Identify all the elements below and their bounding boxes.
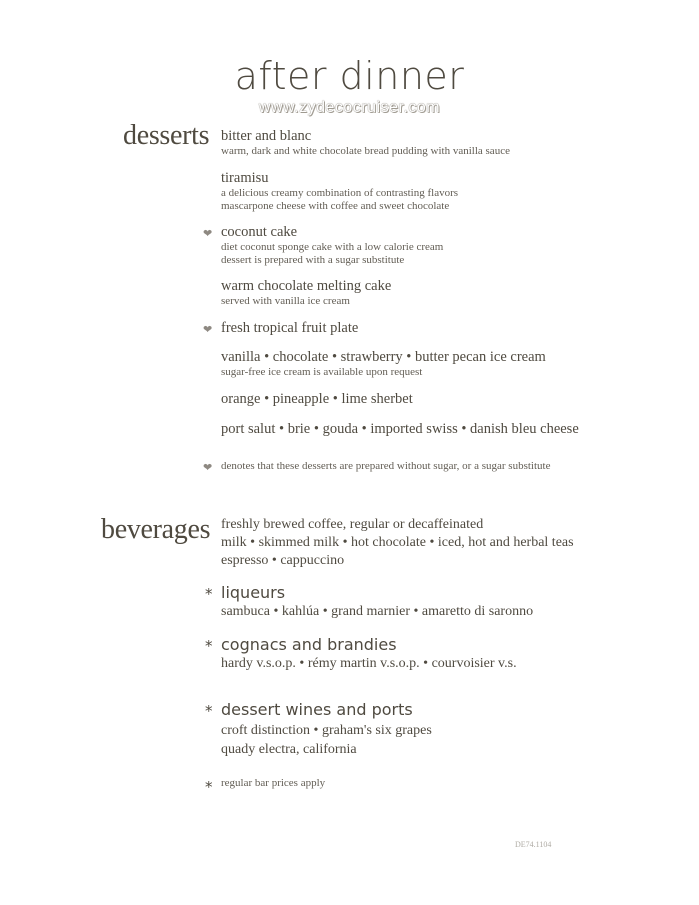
beverage-line: croft distinction • graham's six grapes <box>221 723 432 738</box>
cognacs-heading: cognacs and brandies <box>221 635 397 654</box>
dessert-desc: served with vanilla ice cream <box>221 295 350 307</box>
dessert-item <box>221 391 413 408</box>
wines-heading: dessert wines and ports <box>221 700 413 719</box>
liqueurs-heading: liqueurs <box>221 583 286 602</box>
liqueurs-group <box>221 583 533 620</box>
dessert-item <box>221 224 443 267</box>
asterisk-icon: * <box>205 637 213 655</box>
dessert-item <box>221 170 458 213</box>
watermark-text: www.zydecocruiser.com <box>258 99 441 116</box>
beverage-line: hardy v.s.o.p. • rémy martin v.s.o.p. • courvoisier v.s. <box>221 656 517 671</box>
wines-group <box>221 700 432 759</box>
beverage-line: freshly brewed coffee, regular or decaffeinated <box>221 517 484 532</box>
coffee-list <box>221 516 574 570</box>
bar-prices-note: regular bar prices apply <box>221 777 326 789</box>
cognacs-group <box>221 635 517 672</box>
menu-code: DE74.1104 <box>515 840 552 849</box>
dessert-item <box>221 421 579 438</box>
dessert-name: orange • pineapple • lime sherbet <box>221 391 413 407</box>
dessert-name: fresh tropical fruit plate <box>221 320 359 336</box>
page-title: after dinner <box>234 54 465 98</box>
dessert-desc: a delicious creamy combination of contrasting flavors <box>221 187 459 199</box>
dessert-item <box>221 349 546 379</box>
dessert-name: port salut • brie • gouda • imported swiss • danish bleu cheese <box>221 421 579 437</box>
dessert-desc: dessert is prepared with a sugar substitute <box>221 254 405 266</box>
dessert-name: tiramisu <box>221 170 269 186</box>
beverage-line: sambuca • kahlúa • grand marnier • amaretto di saronno <box>221 604 534 619</box>
desserts-heading: desserts <box>123 120 210 151</box>
dessert-item <box>221 128 510 158</box>
dessert-name: warm chocolate melting cake <box>221 278 392 294</box>
dessert-desc: sugar-free ice cream is available upon request <box>221 366 423 378</box>
beverage-line: espresso • cappuccino <box>221 553 345 568</box>
asterisk-icon: * <box>205 585 213 603</box>
asterisk-icon: * <box>205 778 213 796</box>
dessert-note: denotes that these desserts are prepared without sugar, or a sugar substitute <box>221 460 551 472</box>
dessert-desc: diet coconut sponge cake with a low calorie cream <box>221 241 444 253</box>
dessert-name: bitter and blanc <box>221 128 312 144</box>
dessert-name: coconut cake <box>221 224 298 240</box>
dessert-desc: warm, dark and white chocolate bread pudding with vanilla sauce <box>221 145 510 157</box>
dessert-item <box>221 320 358 337</box>
heart-icon: ❤ <box>203 323 213 336</box>
beverages-heading: beverages <box>101 514 211 545</box>
asterisk-icon: * <box>205 702 213 720</box>
heart-icon: ❤ <box>203 227 213 240</box>
dessert-name: vanilla • chocolate • strawberry • butter pecan ice cream <box>221 349 546 365</box>
beverage-line: milk • skimmed milk • hot chocolate • iced, hot and herbal teas <box>221 535 574 550</box>
dessert-desc: mascarpone cheese with coffee and sweet chocolate <box>221 200 450 212</box>
beverage-line: quady electra, california <box>221 742 357 757</box>
heart-icon: ❤ <box>203 461 213 474</box>
dessert-item <box>221 278 391 308</box>
